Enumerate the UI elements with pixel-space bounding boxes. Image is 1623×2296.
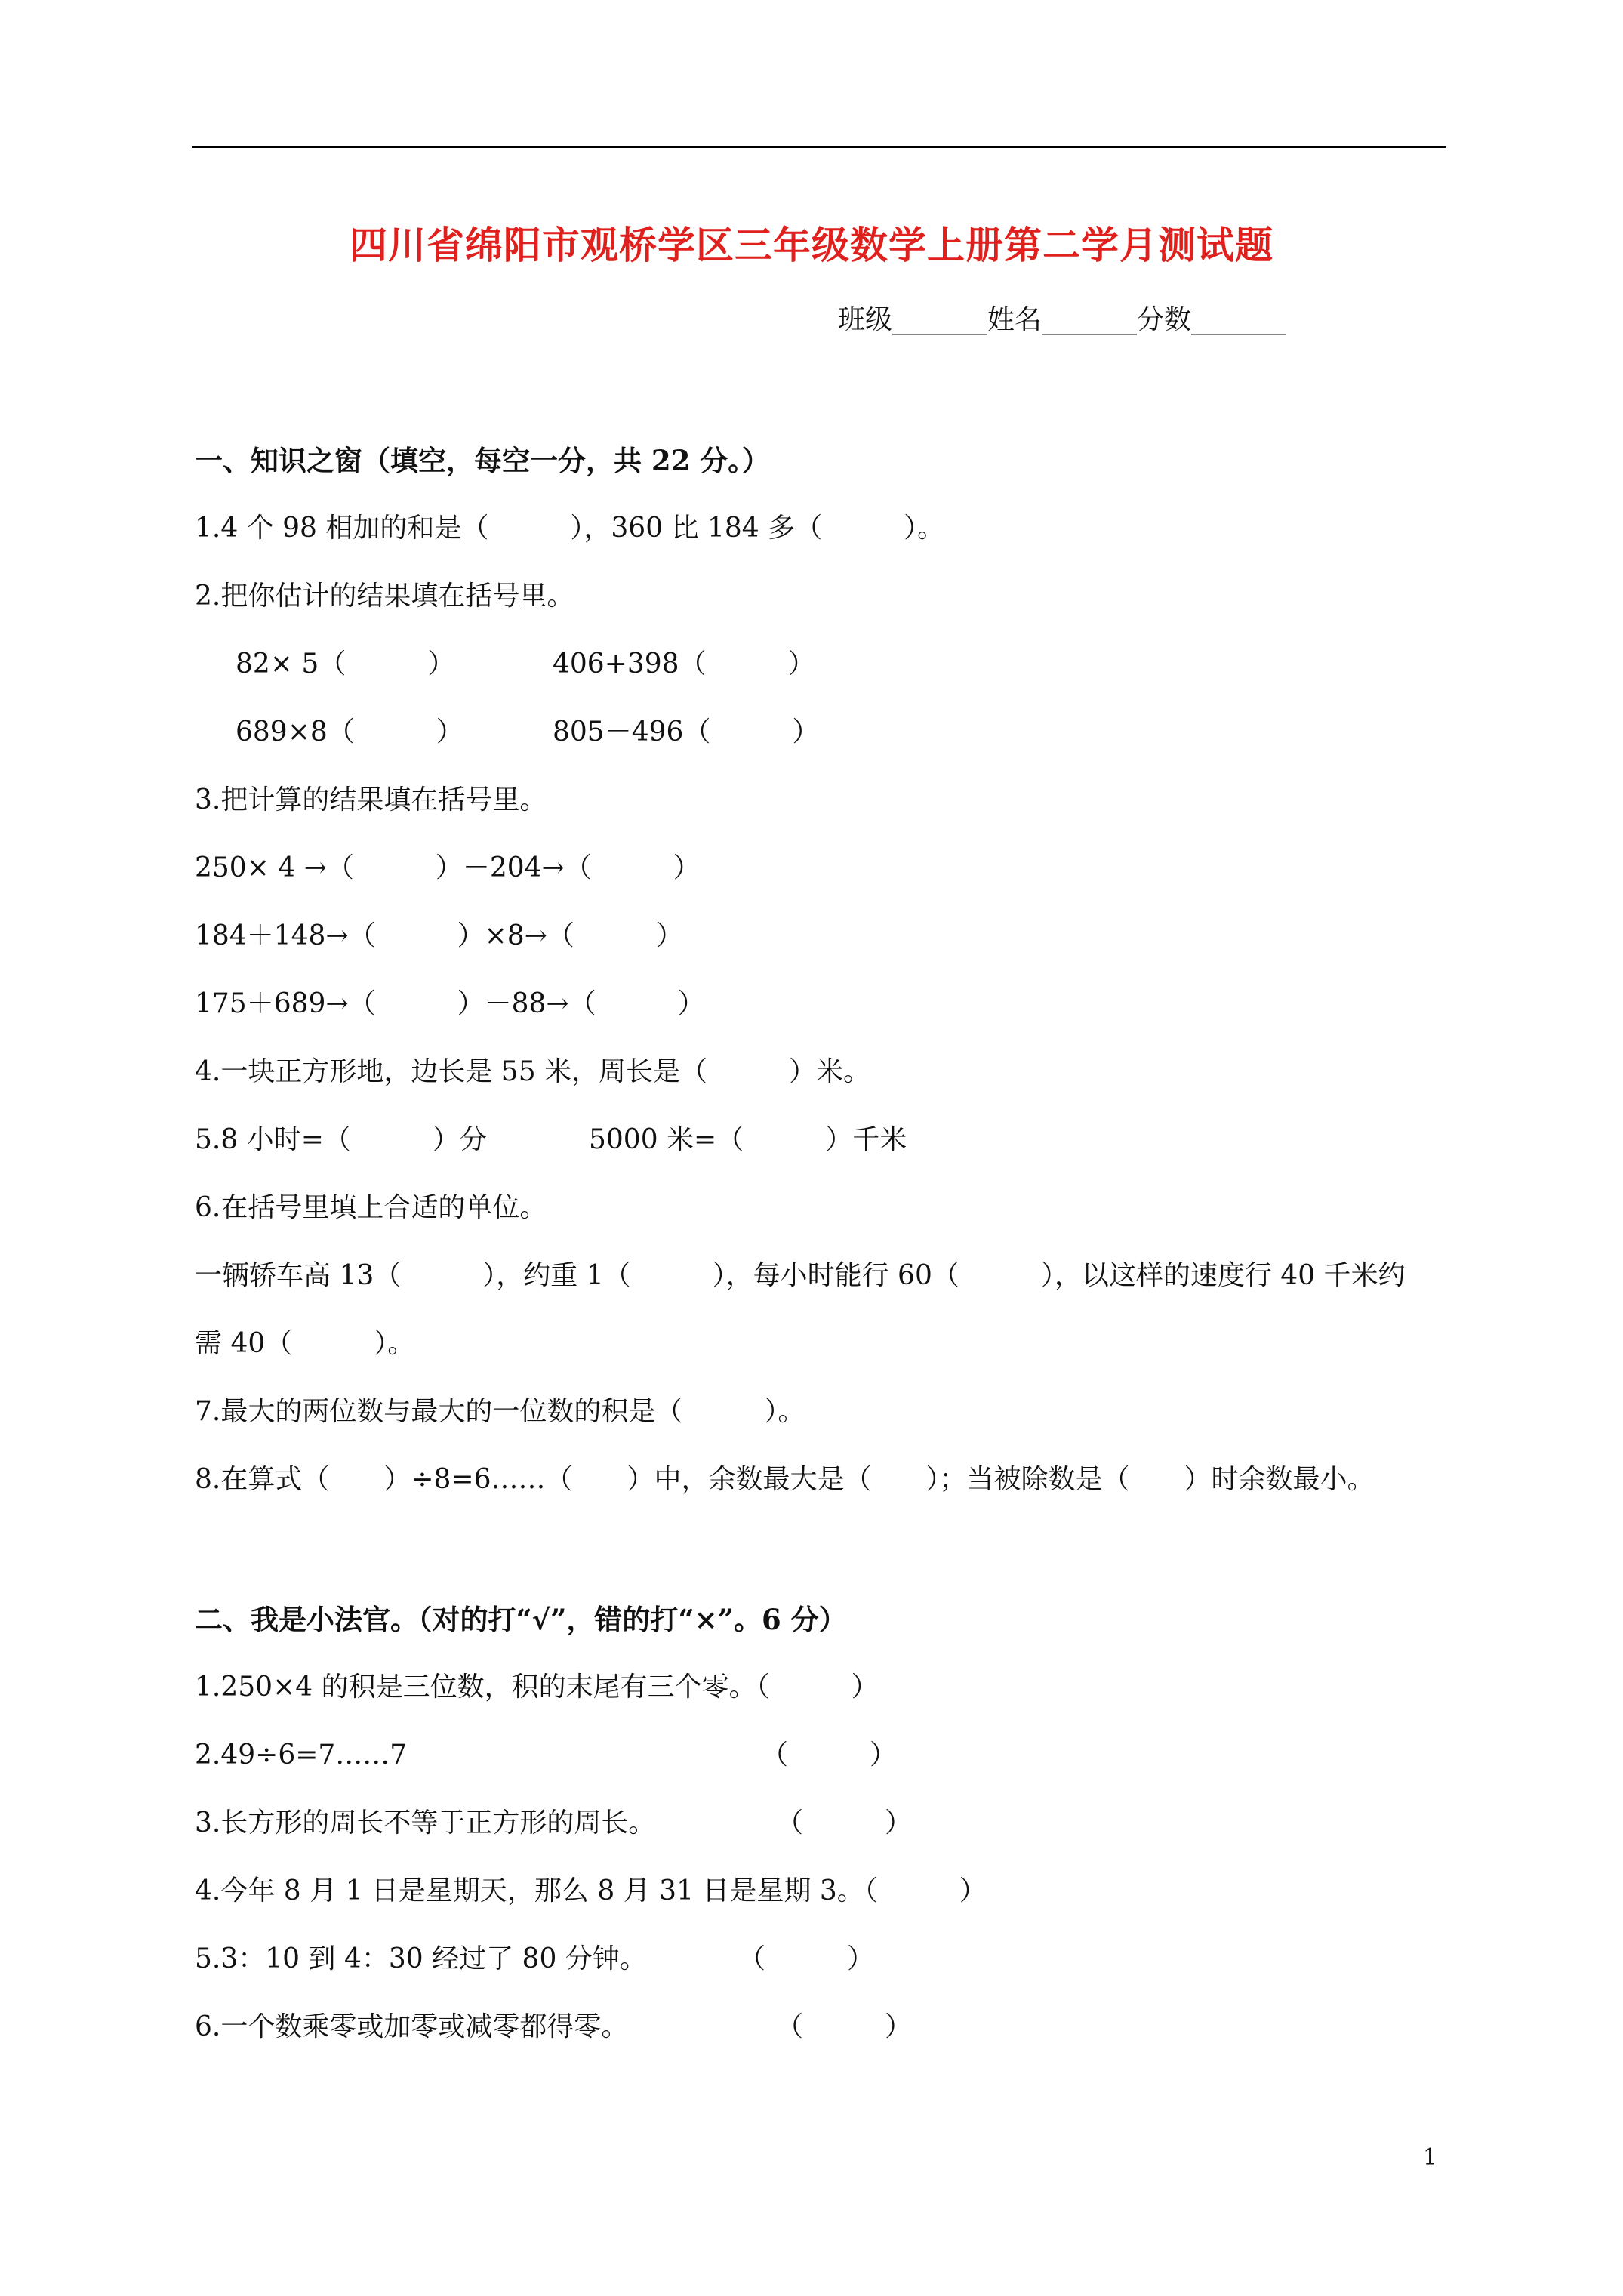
s1-q6-line-1: 一辆轿车高 13（ ），约重 1（ ），每小时能行 60（ ），以这样的速度行 40 千米约	[195, 1260, 1406, 1291]
s1-q3-item-b: 184＋148→（ ）×8→（ ）	[195, 920, 683, 951]
s1-question-6: 6.在括号里填上合适的单位。	[195, 1192, 547, 1223]
s1-q2-item-c: 689×8（ ）	[236, 717, 463, 747]
s2-q5-parens: （ ）	[738, 1943, 875, 1974]
s2-q6-parens: （ ）	[776, 2011, 913, 2042]
s1-question-7: 7.最大的两位数与最大的一位数的积是（ ）。	[195, 1396, 805, 1427]
s1-question-5a: 5.8 小时=（ ）分	[195, 1124, 487, 1155]
s2-question-6: 6.一个数乘零或加零或减零都得零。	[195, 2011, 629, 2042]
section2-heading: 二、我是小法官。（对的打“√”，错的打“×”。6 分）	[195, 1603, 847, 1636]
s2-question-3: 3.长方形的周长不等于正方形的周长。	[195, 1808, 656, 1838]
s1-q2-item-b: 406+398（ ）	[553, 649, 815, 680]
header-rule	[192, 146, 1446, 148]
s2-question-1: 1.250×4 的积是三位数，积的末尾有三个零。（ ）	[195, 1672, 879, 1703]
s2-question-4: 4.今年 8 月 1 日是星期天，那么 8 月 31 日是星期 3。（ ）	[195, 1875, 987, 1906]
s1-question-4: 4.一块正方形地，边长是 55 米，周长是（ ）米。	[195, 1056, 871, 1087]
page-number: 1	[1423, 2144, 1438, 2171]
s1-q3-item-c: 175＋689→（ ）－88→（ ）	[195, 988, 705, 1019]
s2-q2-parens: （ ）	[761, 1740, 898, 1771]
s1-q2-item-a: 82× 5（ ）	[236, 649, 455, 680]
s1-question-8: 8.在算式（ ）÷8=6……（ ）中，余数最大是（ ）；当被除数是（ ）时余数最小。	[195, 1464, 1375, 1495]
s1-question-5b: 5000 米=（ ）千米	[589, 1124, 907, 1155]
s1-q3-item-a: 250× 4 →（ ）－204→（ ）	[195, 852, 701, 883]
section1-heading: 一、知识之窗（填空，每空一分，共 22 分。）	[195, 444, 770, 477]
s1-q6-line-2: 需 40（ ）。	[195, 1328, 415, 1359]
s1-q2-item-d: 805－496（ ）	[553, 717, 820, 747]
page-title: 四川省绵阳市观桥学区三年级数学上册第二学月测试题	[350, 223, 1273, 267]
s1-question-2: 2.把你估计的结果填在括号里。	[195, 581, 574, 612]
student-info-line: 班级_______姓名_______分数_______	[838, 304, 1287, 335]
s2-q3-parens: （ ）	[776, 1808, 913, 1838]
s2-question-5: 5.3：10 到 4：30 经过了 80 分钟。	[195, 1943, 647, 1974]
s1-question-3: 3.把计算的结果填在括号里。	[195, 784, 547, 815]
s1-question-1: 1.4 个 98 相加的和是（ ），360 比 184 多（ ）。	[195, 513, 945, 544]
s2-question-2: 2.49÷6=7……7	[195, 1740, 408, 1771]
